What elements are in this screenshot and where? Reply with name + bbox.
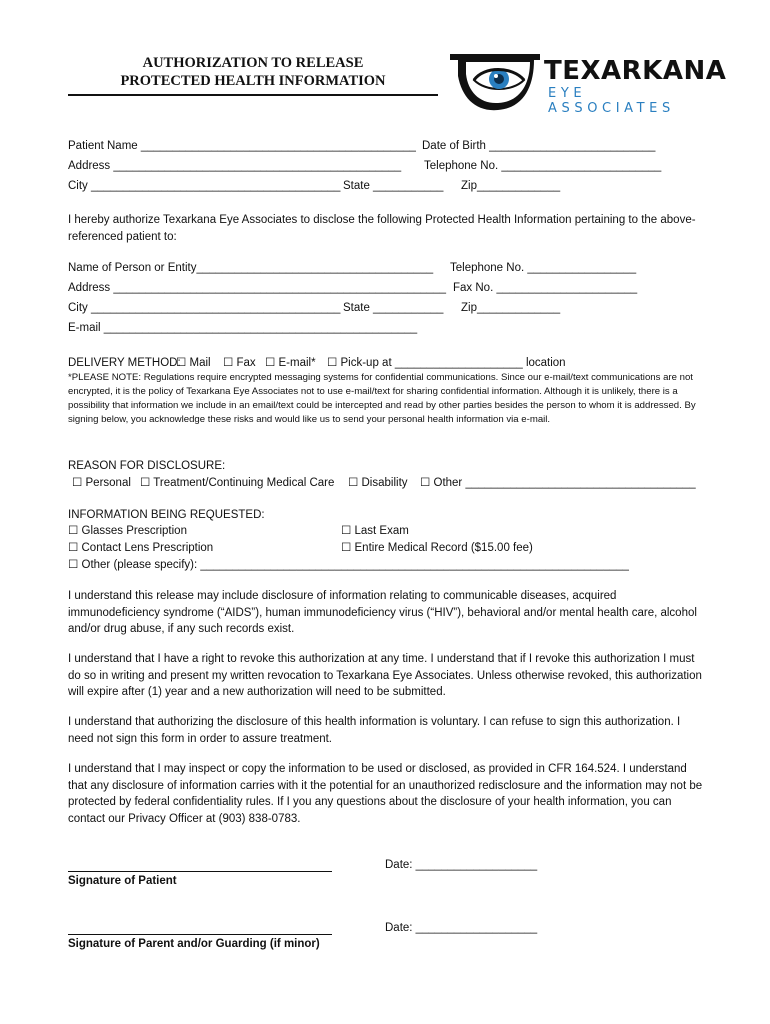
info-requested-label: INFORMATION BEING REQUESTED: [68, 509, 265, 521]
form-title-line1: AUTHORIZATION TO RELEASE [142, 55, 364, 71]
form-title-line2: PROTECTED HEALTH INFORMATION [120, 73, 386, 89]
last-exam-checkbox[interactable]: ☐ Last Exam [341, 525, 409, 537]
info-other-checkbox[interactable]: ☐ Other (please specify): ___________________________________________________________________ [68, 559, 629, 571]
recipient-telephone-field[interactable]: Telephone No. _________________ [450, 262, 637, 274]
reason-other-checkbox[interactable]: ☐ Other ____________________________________ [420, 477, 696, 489]
parent-signature-line[interactable] [68, 934, 332, 935]
company-logo [446, 46, 727, 116]
form-title [68, 54, 438, 90]
recipient-zip-field[interactable]: Zip_____________ [461, 302, 561, 314]
glasses-prescription-checkbox[interactable]: ☐ Glasses Prescription [68, 525, 187, 537]
reason-disability-checkbox[interactable]: ☐ Disability [348, 477, 408, 489]
patient-name-field[interactable]: Patient Name ___________________________________________ [68, 140, 416, 152]
voluntary-paragraph: I understand that authorizing the disclosure of this health information is voluntary. I can refuse to sign this authorization. I need not sign this form in order to assure treatment. [68, 716, 681, 745]
contact-lens-checkbox[interactable]: ☐ Contact Lens Prescription [68, 542, 214, 554]
parent-signature-label: Signature of Parent and/or Guarding (if minor) [68, 938, 320, 950]
reason-treatment-checkbox[interactable]: ☐ Treatment/Continuing Medical Care [140, 477, 335, 489]
authorization-statement: I hereby authorize Texarkana Eye Associates to disclose the following Protected Health Information pertaining to the above-referenced patient to: [68, 214, 696, 243]
revocation-paragraph: I understand that I have a right to revoke this authorization at any time. I understand that if I revoke this authorization I must do so in writing and present my written revocation to Texarkana Eye Associates. Unless otherwise revoked, this authorization will expire after (1) year and a new authorization will need to be submitted. [68, 653, 702, 698]
delivery-email-checkbox[interactable]: ☐ E-mail* [265, 357, 316, 369]
patient-state-field[interactable]: State ___________ [343, 180, 444, 192]
patient-city-field[interactable]: City _______________________________________ [68, 180, 341, 192]
entire-record-checkbox[interactable]: ☐ Entire Medical Record ($15.00 fee) [341, 542, 533, 554]
delivery-method-label: DELIVERY METHOD: [68, 357, 181, 369]
inspection-paragraph: I understand that I may inspect or copy the information to be used or disclosed, as provided in CFR 164.524. I understand that any disclosure of information carries with it the potential for an unauthorized redisclosure and the information may not be protected by federal confidentiality rules. If I you any questions about the disclosure of your health information, you can contact our Privacy Officer at (903) 838-0783. [68, 763, 703, 825]
email-encryption-note: *PLEASE NOTE: Regulations require encrypted messaging systems for confidential communications. Since our e-mail/text communications are not encrypted, it is the policy of Texarkana Eye Associates not to use e-mail/text for sharing confidential information. Although it is unlikely, there is a possibility that information we include in an email/text could be intercepted and read by other parties besides the person to whom it is addressed. By signing below, you acknowledge these risks and would like us to send your personal health information via e-mail. [68, 372, 696, 425]
date-of-birth-field[interactable]: Date of Birth __________________________ [422, 140, 656, 152]
recipient-name-field[interactable]: Name of Person or Entity_____________________________________ [68, 262, 434, 274]
patient-address-field[interactable]: Address _____________________________________________ [68, 160, 402, 172]
logo-name: TEXARKANA [544, 56, 727, 86]
parent-signature-date[interactable]: Date: ___________________ [385, 922, 538, 934]
eye-glasses-icon [446, 46, 546, 116]
delivery-pickup-checkbox[interactable]: ☐ Pick-up at ____________________ location [327, 357, 566, 369]
recipient-email-field[interactable]: E-mail _________________________________________________ [68, 322, 418, 334]
disclosure-paragraph: I understand this release may include disclosure of information relating to communicable diseases, acquired immunodeficiency syndrome (“AIDS”), human immunodeficiency virus (“HIV”), behavioral and/or mental health care, alcohol and/or drug abuse, if any such records exist. [68, 590, 697, 635]
patient-telephone-field[interactable]: Telephone No. _________________________ [424, 160, 662, 172]
reason-personal-checkbox[interactable]: ☐ Personal [72, 477, 131, 489]
logo-subtitle: EYE ASSOCIATES [548, 86, 675, 116]
delivery-mail-checkbox[interactable]: ☐ Mail [176, 357, 211, 369]
patient-zip-field[interactable]: Zip_____________ [461, 180, 561, 192]
reason-label: REASON FOR DISCLOSURE: [68, 460, 226, 472]
title-underline [68, 94, 438, 96]
delivery-fax-checkbox[interactable]: ☐ Fax [223, 357, 256, 369]
patient-signature-date[interactable]: Date: ___________________ [385, 859, 538, 871]
patient-signature-line[interactable] [68, 871, 332, 872]
recipient-address-field[interactable]: Address ____________________________________________________ [68, 282, 446, 294]
recipient-city-field[interactable]: City _______________________________________ [68, 302, 341, 314]
recipient-state-field[interactable]: State ___________ [343, 302, 444, 314]
recipient-fax-field[interactable]: Fax No. ______________________ [453, 282, 638, 294]
patient-signature-label: Signature of Patient [68, 875, 177, 887]
